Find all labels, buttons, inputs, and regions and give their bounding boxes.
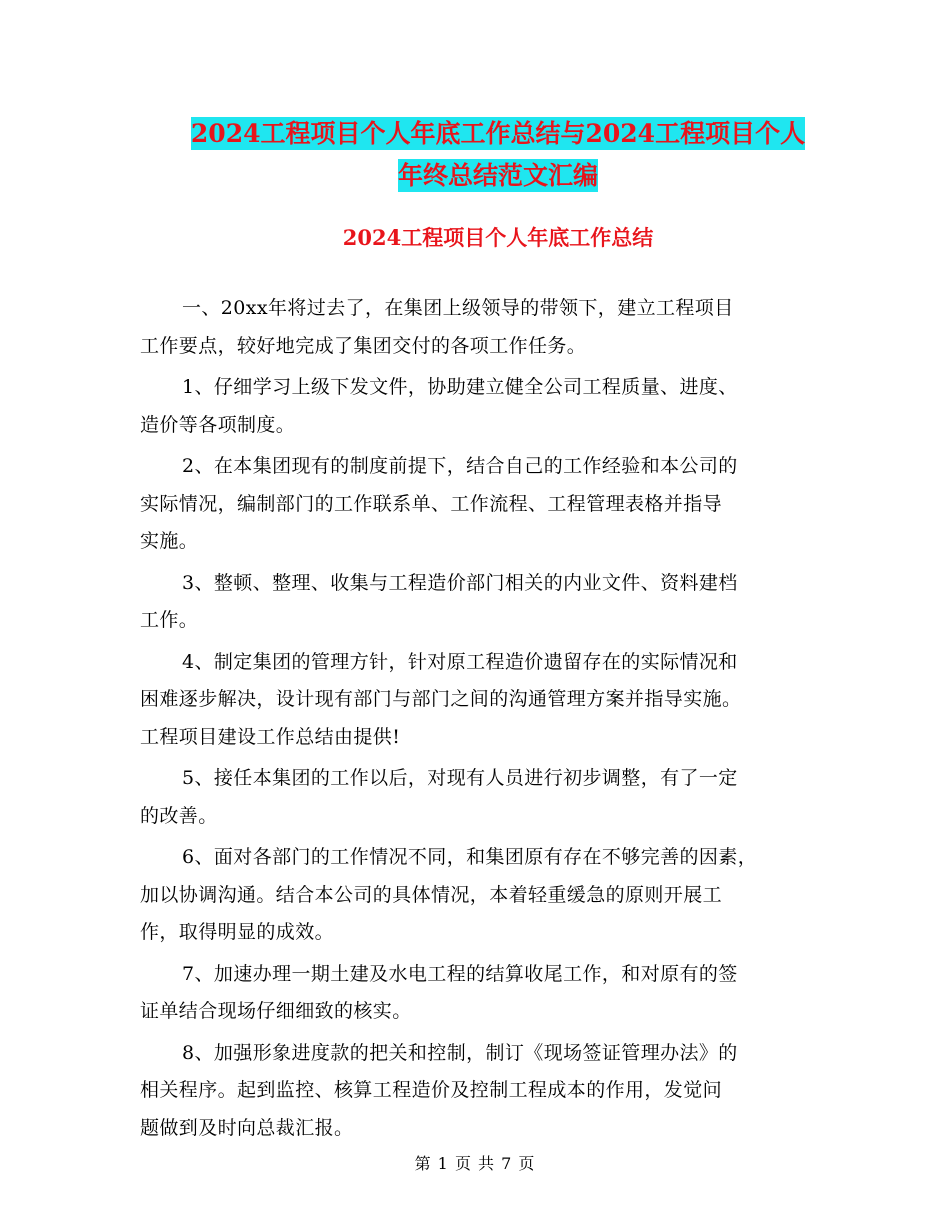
document-title-text-1: 2024工程项目个人年底工作总结与2024工程项目个人 — [190, 119, 806, 148]
paragraph-line: 造价等各项制度。 — [140, 413, 296, 436]
paragraph — [140, 760, 808, 835]
paragraph-line: 题做到及时向总裁汇报。 — [140, 1116, 354, 1139]
paragraph — [140, 448, 808, 561]
paragraph-line: 1、仔细学习上级下发文件，协助建立健全公司工程质量、进度、 — [182, 376, 738, 398]
paragraph — [140, 956, 808, 1031]
paragraph-line: 一、20xx年将过去了，在集团上级领导的带领下，建立工程项目 — [182, 297, 734, 319]
paragraph — [140, 369, 808, 444]
paragraph-line: 8、加强形象进度款的把关和控制，制订《现场签证管理办法》的 — [182, 1041, 738, 1064]
paragraph-line: 困难逐步解决，设计现有部门与部门之间的沟通管理方案并指导实施。 — [140, 688, 742, 710]
paragraph-line: 6、面对各部门的工作情况不同，和集团原有存在不够完善的因素， — [182, 846, 758, 868]
paragraph-line: 实施。 — [140, 530, 199, 552]
paragraph-line: 证单结合现场仔细细致的核实。 — [140, 1000, 412, 1022]
section-heading: 2024工程项目个人年底工作总结 — [342, 225, 654, 250]
paragraph — [140, 1035, 808, 1148]
document-title-text-2: 年终总结范文汇编 — [397, 161, 598, 190]
paragraph-line: 相关程序。起到监控、核算工程造价及控制工程成本的作用，发觉问 — [140, 1079, 723, 1101]
paragraph-line: 7、加速办理一期土建及水电工程的结算收尾工作，和对原有的签 — [182, 962, 738, 985]
paragraph — [140, 290, 808, 365]
paragraph-line: 3、整顿、整理、收集与工程造价部门相关的内业文件、资料建档 — [182, 571, 738, 594]
paragraph-line: 4、制定集团的管理方针，针对原工程造价遗留存在的实际情况和 — [182, 650, 738, 673]
document-body — [140, 290, 808, 1151]
paragraph-line: 工程项目建设工作总结由提供! — [140, 725, 401, 748]
paragraph-line: 的改善。 — [140, 804, 218, 827]
paragraph-line: 实际情况，编制部门的工作联系单、工作流程、工程管理表格并指导 — [140, 492, 723, 515]
paragraph — [140, 565, 808, 640]
paragraph-line: 工作。 — [140, 609, 199, 631]
paragraph-line: 2、在本集团现有的制度前提下，结合自己的工作经验和本公司的 — [182, 455, 738, 477]
page-footer: 第 1 页 共 7 页 — [414, 1154, 536, 1173]
document-title-line-2 — [140, 155, 856, 197]
paragraph-line: 工作要点，较好地完成了集团交付的各项工作任务。 — [140, 334, 587, 357]
paragraph — [140, 839, 808, 952]
paragraph-line: 作，取得明显的成效。 — [140, 921, 335, 943]
document-title-line-1 — [140, 113, 856, 155]
paragraph-line: 加以协调沟通。结合本公司的具体情况，本着轻重缓急的原则开展工 — [140, 883, 723, 906]
paragraph — [140, 644, 808, 757]
paragraph-line: 5、接任本集团的工作以后，对现有人员进行初步调整，有了一定 — [182, 767, 738, 789]
